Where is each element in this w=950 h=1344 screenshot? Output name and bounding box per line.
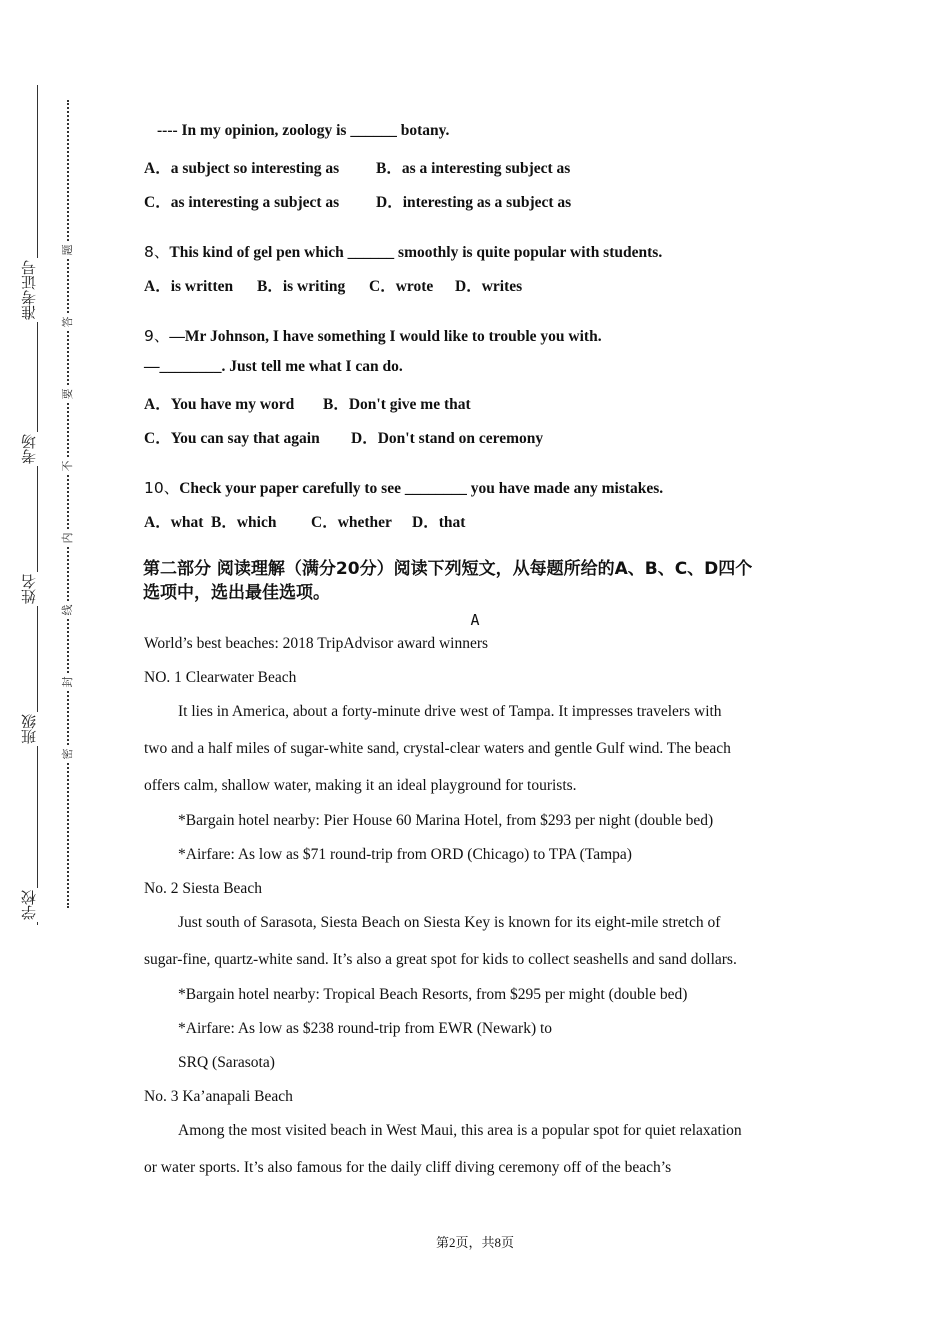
admission-number-label: 准考证号 bbox=[22, 258, 42, 322]
beach-1-text-1: It lies in America, about a forty-minute drive west of Tampa. It impresses travelers with bbox=[178, 703, 722, 720]
passage-title: World’s best beaches: 2018 TripAdvisor award winners bbox=[144, 635, 489, 652]
beach-2-hotel: *Bargain hotel nearby: Tropical Beach Resorts, from $295 per might (double bed) bbox=[178, 986, 688, 1003]
q8-option-b: B．is writing bbox=[257, 278, 346, 295]
part2-heading-line1: 第二部分 阅读理解（满分20分）阅读下列短文，从每题所给的A、B、C、D四个 bbox=[143, 559, 753, 579]
q10-option-c: C．whether bbox=[311, 514, 392, 531]
beach-1-text-3: offers calm, shallow water, making it an ideal playground for tourists. bbox=[144, 777, 577, 794]
exam-room-label: 考场 bbox=[22, 432, 42, 466]
q8-options bbox=[144, 274, 522, 296]
binding-line bbox=[37, 85, 38, 925]
beach-1-text-2: two and a half miles of sugar-white sand, crystal-clear waters and gentle Gulf wind. The beach bbox=[144, 740, 731, 757]
q10-stem-line bbox=[144, 476, 663, 498]
part2-heading-line2: 选项中，选出最佳选项。 bbox=[143, 583, 330, 603]
seal-char: 密 bbox=[61, 748, 74, 760]
page-footer: 第2页，共8页 bbox=[435, 1235, 514, 1250]
q9-options-ab bbox=[144, 392, 471, 414]
q8-number: 8、 bbox=[144, 243, 170, 261]
q7-option-a: A．a subject so interesting as bbox=[144, 160, 340, 177]
q9-stem-line bbox=[144, 324, 602, 346]
q7-option-c: C．as interesting a subject as bbox=[144, 194, 340, 211]
beach-2-text-1: Just south of Sarasota, Siesta Beach on Siesta Key is known for its eight-mile stretch of bbox=[178, 914, 721, 931]
q7-stem: ---- In my opinion, zoology is ______ botany. bbox=[157, 122, 450, 139]
beach-3-text-1: Among the most visited beach in West Maui, this area is a popular spot for quiet relaxation bbox=[178, 1122, 742, 1139]
q8-stem: This kind of gel pen which ______ smoothly is quite popular with students. bbox=[169, 244, 663, 261]
q8-option-c: C．wrote bbox=[369, 278, 434, 295]
q9-option-b: B．Don't give me that bbox=[323, 396, 471, 413]
q9-number: 9、 bbox=[144, 327, 170, 345]
part2-heading bbox=[143, 557, 823, 605]
q9-options-cd bbox=[144, 426, 543, 448]
passage-label: A bbox=[470, 611, 480, 629]
q10-option-b: B．which bbox=[211, 514, 277, 531]
beach-1-hotel: *Bargain hotel nearby: Pier House 60 Marina Hotel, from $293 per night (double bed) bbox=[178, 812, 714, 829]
seal-char: 要 bbox=[61, 388, 74, 400]
class-label: 班级 bbox=[22, 712, 42, 746]
beach-1-airfare: *Airfare: As low as $71 round-trip from ORD (Chicago) to TPA (Tampa) bbox=[178, 846, 632, 863]
beach-2-title: No. 2 Siesta Beach bbox=[144, 880, 262, 897]
q9-option-c: C．You can say that again bbox=[144, 430, 320, 447]
beach-3-text-2: or water sports. It’s also famous for the daily cliff diving ceremony off of the beach’s bbox=[144, 1159, 672, 1176]
q10-options bbox=[144, 510, 465, 532]
beach-1-title: NO. 1 Clearwater Beach bbox=[144, 669, 297, 686]
q8-stem-line bbox=[144, 240, 662, 262]
beach-2-airfare-cont: SRQ (Sarasota) bbox=[178, 1054, 275, 1071]
q9-option-d: D．Don't stand on ceremony bbox=[351, 430, 544, 447]
q7-options-cd bbox=[144, 190, 571, 212]
q10-number: 10、 bbox=[144, 479, 180, 497]
beach-2-airfare: *Airfare: As low as $238 round-trip from EWR (Newark) to bbox=[178, 1020, 553, 1037]
q8-option-d: D．writes bbox=[455, 278, 523, 295]
seal-char: 封 bbox=[61, 676, 74, 688]
seal-dotted-line bbox=[67, 100, 69, 908]
seal-char: 内 bbox=[61, 532, 74, 544]
q9-stem-reply: —________. Just tell me what I can do. bbox=[144, 358, 403, 375]
seal-char: 题 bbox=[61, 244, 74, 256]
seal-char: 线 bbox=[61, 604, 74, 616]
seal-char: 不 bbox=[61, 460, 74, 472]
q7-option-d: D．interesting as a subject as bbox=[376, 194, 572, 211]
name-label: 姓名 bbox=[22, 572, 42, 606]
q7-options-ab bbox=[144, 156, 570, 178]
beach-3-title: No. 3 Ka’anapali Beach bbox=[144, 1088, 293, 1105]
beach-2-text-2: sugar-fine, quartz-white sand. It’s also a great spot for kids to collect seashells and sand dollars. bbox=[144, 951, 737, 968]
q10-option-a: A．what bbox=[144, 514, 204, 531]
q7-option-b: B．as a interesting subject as bbox=[376, 160, 571, 177]
q10-option-d: D．that bbox=[412, 514, 466, 531]
school-label: 学校 bbox=[22, 888, 42, 922]
seal-char: 答 bbox=[61, 316, 74, 328]
q9-stem: —Mr Johnson, I have something I would like to trouble you with. bbox=[169, 328, 602, 345]
q10-stem: Check your paper carefully to see ________ you have made any mistakes. bbox=[179, 480, 664, 497]
q9-option-a: A．You have my word bbox=[144, 396, 295, 413]
q8-option-a: A．is written bbox=[144, 278, 234, 295]
